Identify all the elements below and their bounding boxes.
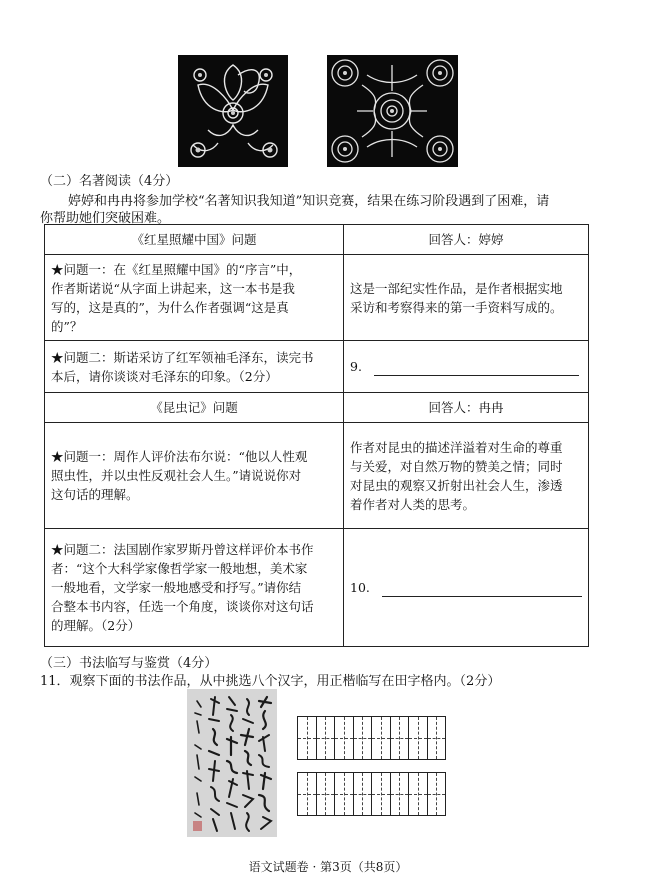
tianzi-grid-row-1: [297, 716, 445, 760]
book-2-answer-1: 作者对昆虫的描述洋溢着对生命的尊重 与关爱，对自然万物的赞美之情；同时 对昆虫的观察又折射出社会人生，渗透 着作者对人类的思考。: [344, 423, 589, 529]
reading-questions-table: [44, 224, 589, 647]
tianzi-cell[interactable]: [334, 716, 354, 760]
book-1-question-header: 《红星照耀中国》问题: [45, 225, 344, 255]
answer-9-label: 9.: [350, 359, 362, 374]
book-1-answer-1: 这是一部纪实性作品，是作者根据实地 采访和考察得来的第一手资料写成的。: [344, 255, 589, 341]
question-11-text: 11．观察下面的书法作品，从中挑选八个汉字，用正楷临写在田字格内。（2分）: [40, 674, 501, 689]
tianzi-cell[interactable]: [427, 772, 447, 816]
tianzi-cell[interactable]: [371, 716, 391, 760]
book-1-question-2: ★问题二：斯诺采访了红军领袖毛泽东，读完书 本后，请你谈谈对毛泽东的印象。（2分）: [45, 341, 344, 393]
paper-cut-image-right: [327, 55, 458, 167]
book-2-question-header: 《昆虫记》问题: [45, 393, 344, 423]
section-2-heading: （二）名著阅读（4分）: [40, 174, 179, 189]
paper-cut-image-left: [178, 55, 288, 167]
section-2-intro-line-2: 你帮助她们突破困难。: [40, 211, 171, 226]
book-1-answerer: 回答人：婷婷: [344, 225, 589, 255]
tianzi-cell[interactable]: [371, 772, 391, 816]
tianzi-cell[interactable]: [408, 772, 428, 816]
tianzi-cell[interactable]: [408, 716, 428, 760]
calligraphy-artwork-image: [187, 689, 277, 837]
tianzi-cell[interactable]: [334, 772, 354, 816]
book-2-question-2: ★问题二：法国剧作家罗斯丹曾这样评价本书作 者：“这个大科学家像哲学家一般地想，美术家 一般地看，文学家一般地感受和抒写。”请你结 合整本书内容，任选一个角度，谈谈你对这句话 的理解。（2分）: [45, 529, 344, 647]
tianzi-cell[interactable]: [316, 716, 336, 760]
section-2-intro-line-1: 婷婷和冉冉将参加学校“名著知识我知道”知识竞赛，结果在练习阶段遇到了困难，请: [68, 194, 550, 209]
book-1-question-1: ★问题一：在《红星照耀中国》的“序言”中， 作者斯诺说“从字面上讲起来，这一本书是我 写的，这是真的”，为什么作者强调“这是真 的”？: [45, 255, 344, 341]
tianzi-cell[interactable]: [297, 772, 317, 816]
tianzi-grid-row-2: [297, 772, 445, 816]
tianzi-cell[interactable]: [297, 716, 317, 760]
book-2-answerer: 回答人：冉冉: [344, 393, 589, 423]
tianzi-cell[interactable]: [353, 772, 373, 816]
tianzi-cell[interactable]: [390, 772, 410, 816]
answer-10-cell: [344, 529, 589, 647]
page-footer: 语文试题卷 · 第3页（共8页）: [248, 860, 408, 874]
book-2-question-1: ★问题一：周作人评价法布尔说：“他以人性观 照虫性，并以虫性反观社会人生。”请说说你对 这句话的理解。: [45, 423, 344, 529]
tianzi-cell[interactable]: [353, 716, 373, 760]
answer-9-cell: [344, 341, 589, 393]
answer-10-label: 10.: [350, 580, 370, 595]
answer-10-blank[interactable]: [382, 582, 582, 597]
tianzi-cell[interactable]: [390, 716, 410, 760]
tianzi-cell[interactable]: [316, 772, 336, 816]
tianzi-cell[interactable]: [427, 716, 447, 760]
answer-9-blank[interactable]: [374, 361, 579, 376]
section-3-heading: （三）书法临写与鉴赏（4分）: [40, 656, 218, 671]
